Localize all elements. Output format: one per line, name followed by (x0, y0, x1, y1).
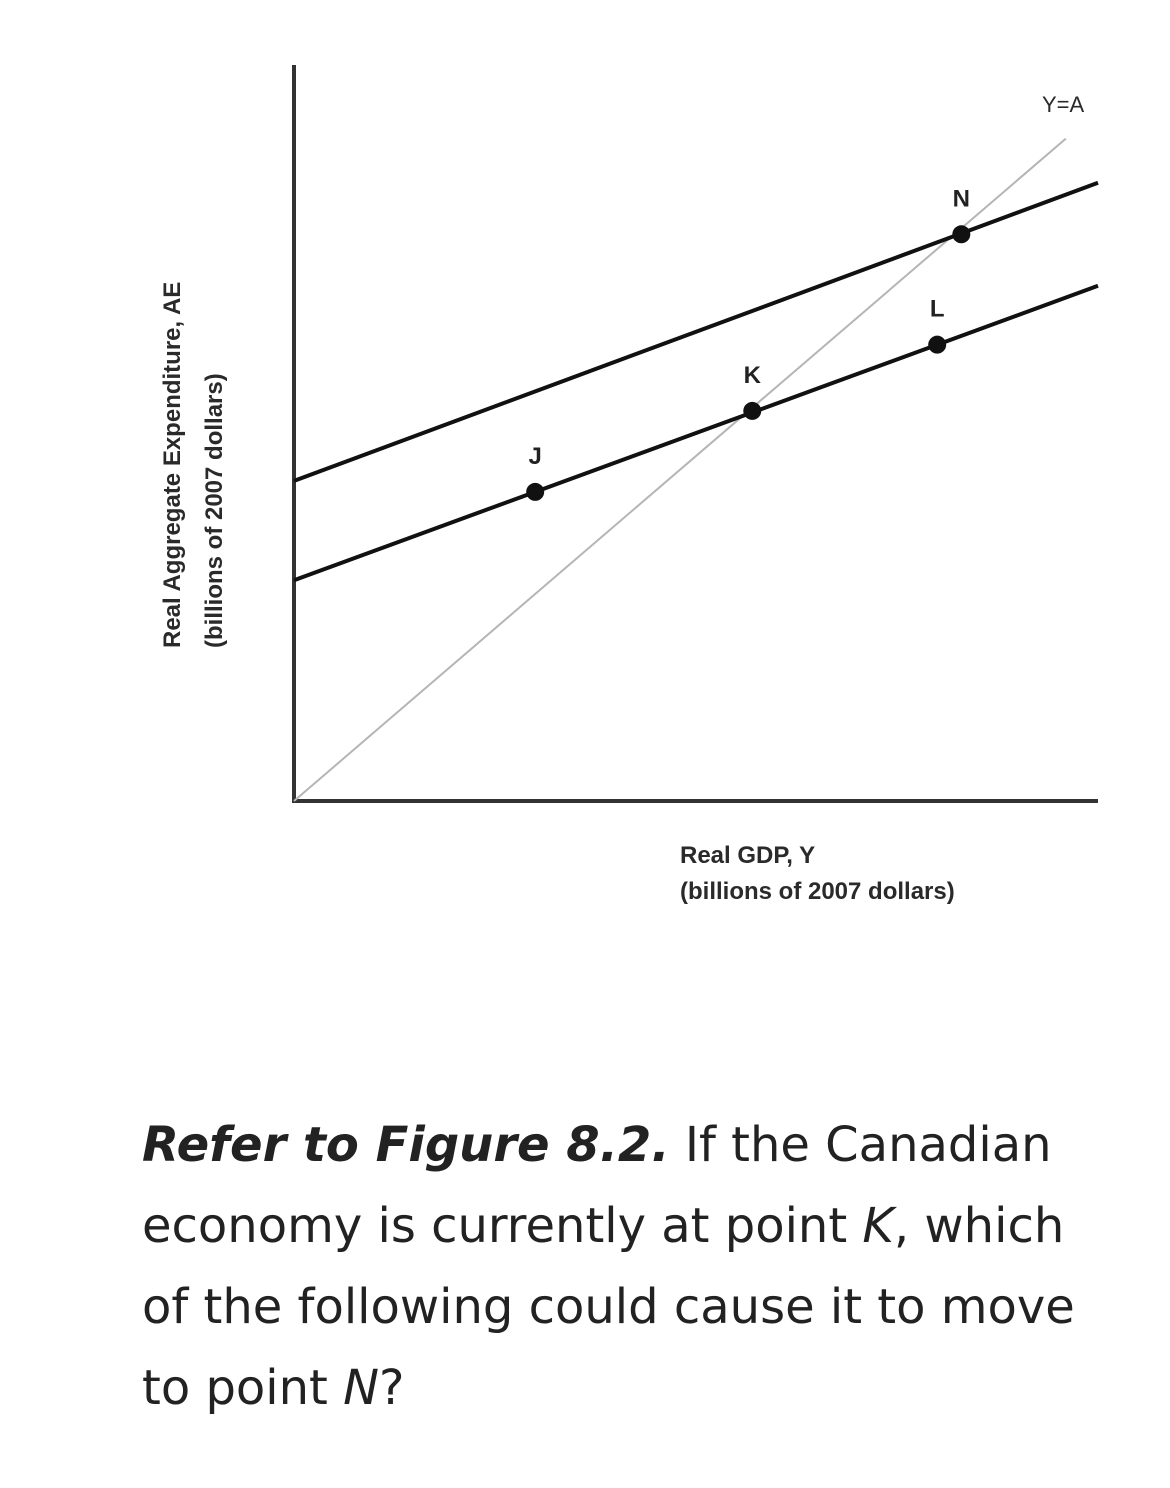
question-text (142, 1105, 1102, 1429)
point-label-j: J (528, 442, 542, 470)
point-k-ref: K (862, 1198, 894, 1254)
x-axis-unit: (billions of 2007 dollars) (680, 878, 955, 905)
point-label-n: N (952, 185, 970, 213)
point-n-ref: N (343, 1360, 380, 1416)
point-label-l: L (929, 295, 945, 323)
point-j (526, 483, 544, 501)
point-label-k: K (743, 361, 761, 389)
question-part-1: If the Canadian economy is currently at point (142, 1117, 1052, 1254)
x-axis-label: Real GDP, Y (680, 842, 816, 869)
figure-reference: Refer to Figure 8.2. (142, 1117, 670, 1173)
y-axis-label: Real Aggregate Expenditure, AE (159, 281, 186, 648)
question-part-3: ? (379, 1360, 405, 1416)
point-n (952, 225, 970, 243)
point-l (928, 336, 946, 354)
point-k (743, 402, 761, 420)
reference-line-label: Y=A (1042, 92, 1085, 117)
question-part-2: , which of the following could cause it to move to point (142, 1198, 1075, 1416)
y-axis-unit: (billions of 2007 dollars) (201, 373, 228, 648)
